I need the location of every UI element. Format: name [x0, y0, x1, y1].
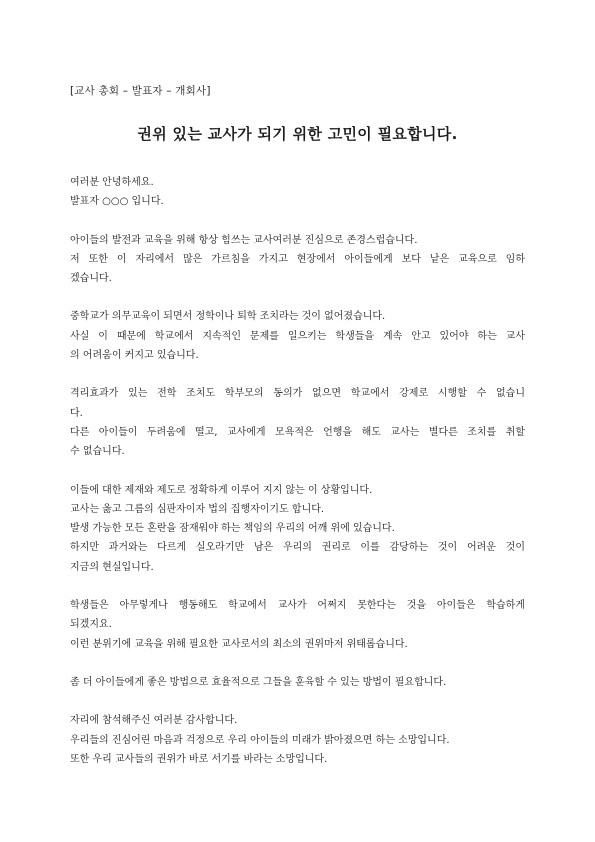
text-line: 하지만 과거와는 다르게 실오라기만 남은 우리의 권리로 이를 감당하는 것이 어려운 것이: [70, 542, 525, 554]
paragraph: [70, 307, 525, 365]
text-line: 또한 우리 교사들의 권위가 바로 서기를 바라는 소망입니다.: [70, 753, 328, 765]
text-line: 다른 아이들이 두려움에 떨고, 교사에게 모욕적은 언행을 해도 교사는 별다른 조치를 취할: [70, 426, 525, 438]
paragraph: [70, 711, 525, 769]
text-line: 우리들의 진심어린 마음과 걱정으로 우리 아이들의 미래가 밝아졌으면 하는 소망입니다.: [70, 734, 450, 746]
text-line: 지금의 현실입니다.: [70, 561, 154, 573]
document-body: [70, 173, 525, 769]
text-line: 저 또한 이 자리에서 많은 가르침을 가지고 현장에서 아이들에게 보다 낱은 교육으로 임하: [70, 253, 525, 265]
paragraph: [70, 673, 525, 692]
text-line: 발표자 ○○○ 입니다.: [70, 196, 164, 208]
text-line: 의 어려움이 커지고 있습니다.: [70, 350, 199, 362]
text-line: 이들에 대한 제재와 제도로 정확하게 이루어 지지 않는 이 상황입니다.: [70, 484, 373, 496]
paragraph: [70, 231, 525, 289]
text-line: 여러분 안녕하세요.: [70, 177, 154, 188]
text-line: 되겠지요.: [70, 619, 112, 631]
text-line: 좀 더 아이들에게 좋은 방법으로 효율적으로 그들을 훈육할 수 있는 방법이 필요합니다.: [70, 676, 447, 688]
document-header: [교사 총회 – 발표자 – 개회사]: [70, 85, 211, 97]
text-line: 다.: [70, 407, 83, 419]
text-line: 겠습니다.: [70, 273, 112, 285]
text-line: 아이들의 발전과 교육을 위해 항상 힘쓰는 교사여러분 진심으로 존경스럽습니다.: [70, 234, 418, 246]
text-line: 사실 이 때문에 학교에서 지속적인 문제를 일으키는 학생들을 계속 안고 있어야 하는 교사: [70, 330, 525, 342]
text-line: 발생 가능한 모든 혼란을 잠재워야 하는 책임의 우리의 어깨 위에 있습니다.: [70, 523, 395, 535]
text-line: 자리에 참석해주신 여러분 감사합니다.: [70, 715, 238, 727]
text-line: 격리효과가 있는 전학 조치도 학부모의 동의가 없으면 학교에서 강제로 시행할 수 없습니: [70, 388, 525, 400]
text-line: 학생들은 아무렇게나 행동해도 학교에서 교사가 어쩌지 못한다는 것을 아이들은 학습하게: [70, 600, 525, 612]
text-line: 교사는 옳고 그름의 심판자이자 법의 집행자이기도 합니다.: [70, 503, 325, 515]
paragraph: [70, 481, 525, 577]
text-line: 중학교가 의무교육이 되면서 정학이나 퇴학 조치라는 것이 없어졌습니다.: [70, 311, 386, 323]
document-title: 권위 있는 교사가 되기 위한 고민이 필요합니다.: [137, 125, 458, 143]
text-line: 이런 분위기에 교육을 위해 필요한 교사로서의 최소의 권위마저 위태롭습니다.: [70, 638, 408, 650]
text-line: 수 없습니다.: [70, 446, 125, 458]
paragraph: [70, 173, 525, 212]
paragraph: [70, 384, 525, 461]
paragraph: [70, 596, 525, 654]
